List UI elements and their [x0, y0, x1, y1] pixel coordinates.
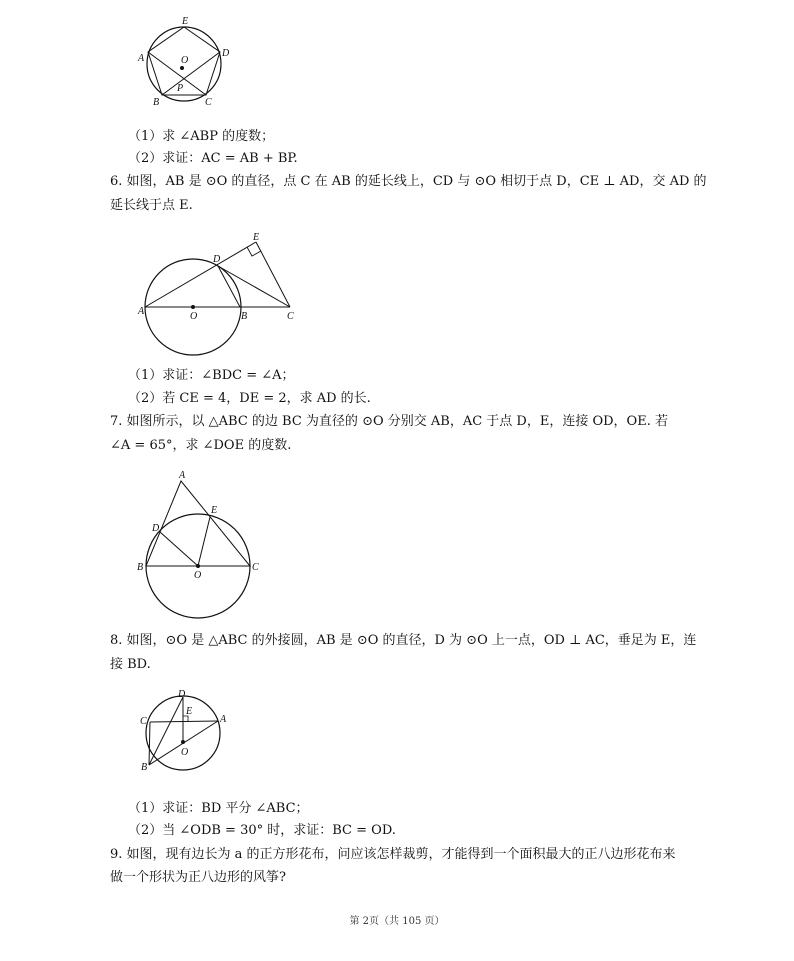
q8-center-dot [181, 740, 185, 744]
q8-text-line2: 接 BD. [110, 657, 151, 672]
q6-label-e: E [253, 232, 260, 243]
q6-figure [134, 226, 304, 358]
q7-label-a: A [179, 470, 186, 481]
q6-text-line2: 延长线于点 E. [110, 198, 193, 213]
q7-segment-oe [198, 517, 210, 566]
q5-label-p: P [177, 83, 184, 94]
q8-label-c: C [140, 716, 147, 727]
q5-label-b: B [153, 97, 160, 108]
q7-text-line1: 7. 如图所示，以 △ABC 的边 BC 为直径的 ⊙O 分别交 AB，AC 于点 D，E，连接 OD，OE. 若 [110, 414, 668, 429]
q6-label-a: A [138, 306, 145, 317]
q6-part1: （1）求证：∠BDC = ∠A； [128, 368, 295, 383]
q5-part2: （2）求证：AC = AB + BP. [128, 151, 298, 166]
q5-figure [130, 12, 240, 112]
q6-label-b: B [241, 311, 248, 322]
q7-figure [132, 468, 262, 622]
page-footer: 第 2页（共 105 页） [349, 916, 445, 927]
q5-label-c: C [205, 97, 212, 108]
q8-figure [136, 688, 236, 778]
q5-label-e: E [182, 16, 189, 27]
q5-part1: （1）求 ∠ABP 的度数； [128, 129, 275, 144]
q8-segment-cb [149, 722, 150, 765]
q6-label-o: O [190, 311, 198, 322]
q6-segment-ae [145, 242, 256, 307]
q7-segment-od [160, 532, 198, 566]
q7-label-e: E [211, 505, 218, 516]
q7-triangle-abc [146, 481, 250, 566]
q6-part2: （2）若 CE = 4，DE = 2，求 AD 的长. [128, 391, 371, 406]
q8-label-d: D [178, 689, 186, 700]
q7-label-b: B [137, 562, 144, 573]
q5-label-a: A [138, 53, 145, 64]
q8-part1: （1）求证：BD 平分 ∠ABC； [128, 801, 309, 816]
q5-label-o: O [181, 55, 189, 66]
q9-text-line1: 9. 如图，现有边长为 a 的正方形花布，问应该怎样裁剪，才能得到一个面积最大的正八边形花布来 [110, 847, 676, 862]
q8-label-o: O [181, 747, 189, 758]
q5-center-dot [180, 66, 184, 70]
q7-text-line2: ∠A = 65°，求 ∠DOE 的度数. [110, 438, 292, 453]
q8-label-a: A [220, 714, 227, 725]
q6-center-dot [191, 305, 195, 309]
q8-label-b: B [141, 762, 148, 773]
q7-label-o: O [194, 570, 202, 581]
q6-label-d: D [213, 254, 221, 265]
q5-label-d: D [222, 48, 230, 59]
q7-center-dot [196, 564, 200, 568]
q7-label-c: C [252, 562, 259, 573]
q9-text-line2: 做一个形状为正八边形的风筝? [110, 870, 286, 885]
q8-segment-bd [149, 697, 183, 765]
q8-text-line1: 8. 如图，⊙O 是 △ABC 的外接圆，AB 是 ⊙O 的直径，D 为 ⊙O 上一点，OD ⊥ AC，垂足为 E，连 [110, 633, 697, 648]
q8-segment-ca [150, 721, 218, 722]
q6-text-line1: 6. 如图，AB 是 ⊙O 的直径，点 C 在 AB 的延长线上，CD 与 ⊙O 相切于点 D，CE ⊥ AD，交 AD 的 [110, 174, 707, 189]
q8-part2: （2）当 ∠ODB = 30° 时，求证：BC = OD. [128, 823, 396, 838]
q7-label-d: D [152, 523, 160, 534]
q6-label-c: C [287, 311, 294, 322]
q8-label-e: E [186, 706, 193, 717]
